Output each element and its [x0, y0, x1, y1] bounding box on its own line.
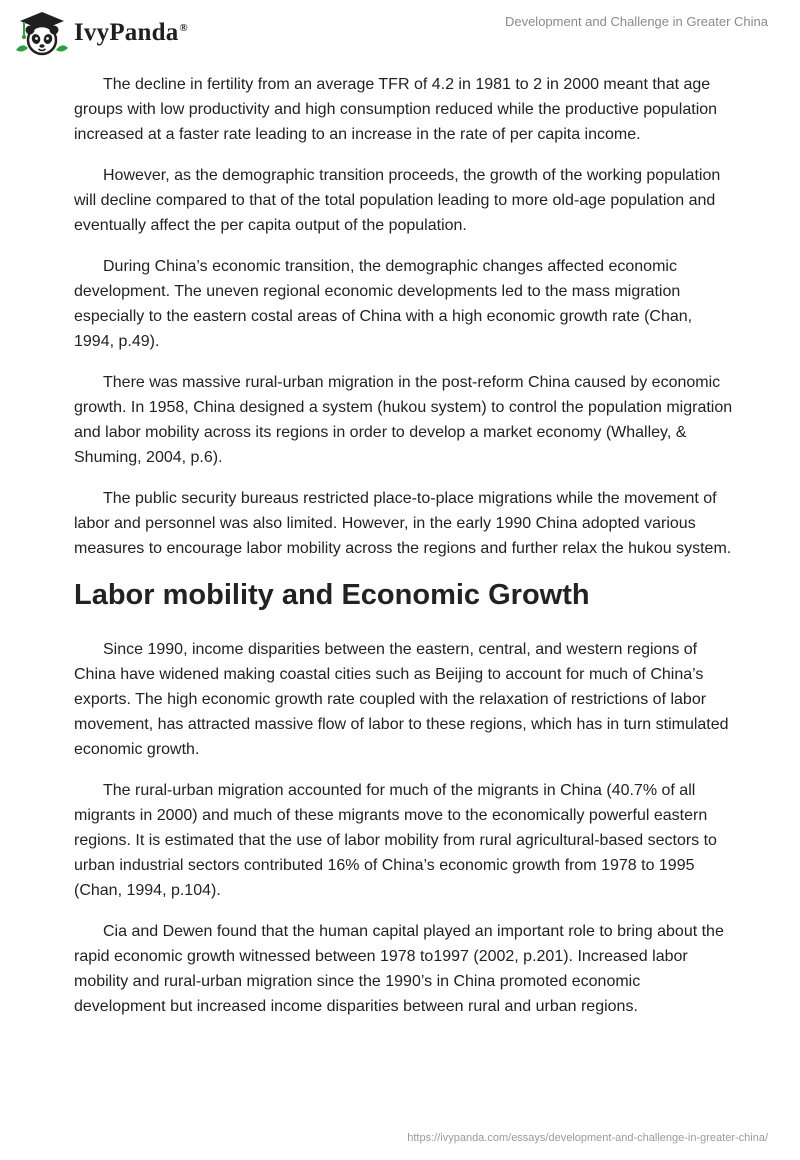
document-title: Development and Challenge in Greater China: [504, 14, 768, 29]
essay-body: [74, 72, 734, 1035]
paragraph: The public security bureaus restricted place-to-place migrations while the movement of labor and personnel was also limited. However, in the early 1990 China adopted various measures to encourage labor mobility across the regions and further relax the hukou system.: [74, 490, 732, 557]
brand-name: [74, 19, 188, 47]
paragraph: However, as the demographic transition proceeds, the growth of the working population will decline compared to that of the total population leading to more old-age population and eventually affect the per capita output of the population.: [74, 167, 721, 234]
source-url[interactable]: https://ivypanda.com/essays/development-and-challenge-in-greater-china/: [407, 1132, 768, 1144]
paragraph: Cia and Dewen found that the human capital played an important role to bring about the rapid economic growth witnessed between 1978 to1997 (2002, p.201). Increased labor mobility and rural-urban migration since the 1990’s in China promoted economic development but increased income disparities between rural and urban regions.: [74, 923, 724, 1015]
paragraph: During China’s economic transition, the demographic changes affected economic development. The uneven regional economic developments led to the mass migration especially to the eastern costal areas of China with a high economic growth rate (Chan, 1994, p.49).: [74, 258, 693, 350]
ivypanda-logo[interactable]: [16, 10, 188, 56]
paragraph: Since 1990, income disparities between the eastern, central, and western regions of China have widened making coastal cities such as Beijing to account for much of China’s exports. The high economic growth rate coupled with the relaxation of restrictions of labor movement, has attracted massive flow of labor to these regions, which has in turn stimulated economic growth.: [74, 641, 729, 758]
section-heading: Labor mobility and Economic Growth: [74, 579, 590, 611]
panda-graduation-cap-icon: [16, 10, 68, 56]
paragraph: The decline in fertility from an average TFR of 4.2 in 1981 to 2 in 2000 meant that age groups with low productivity and high consumption reduced while the productive population increased at a faster rate leading to an increase in the rate of per capita income.: [74, 76, 718, 143]
paragraph: The rural-urban migration accounted for much of the migrants in China (40.7% of all migrants in 2000) and much of these migrants move to the economically powerful eastern regions. It is estimated that the use of labor mobility from rural agricultural-based sectors to urban industrial sectors contributed 16% of China’s economic growth from 1978 to 1995 (Chan, 1994, p.104).: [74, 782, 717, 899]
page-header: [0, 0, 800, 64]
paragraph: There was massive rural-urban migration in the post-reform China caused by economic growth. In 1958, China designed a system (hukou system) to control the population migration and labor mobility across its regions in order to develop a market economy (Whalley, & Shuming, 2004, p.6).: [74, 374, 733, 466]
registered-mark: ®: [179, 21, 188, 34]
brand-name-text: IvyPanda: [74, 19, 179, 46]
